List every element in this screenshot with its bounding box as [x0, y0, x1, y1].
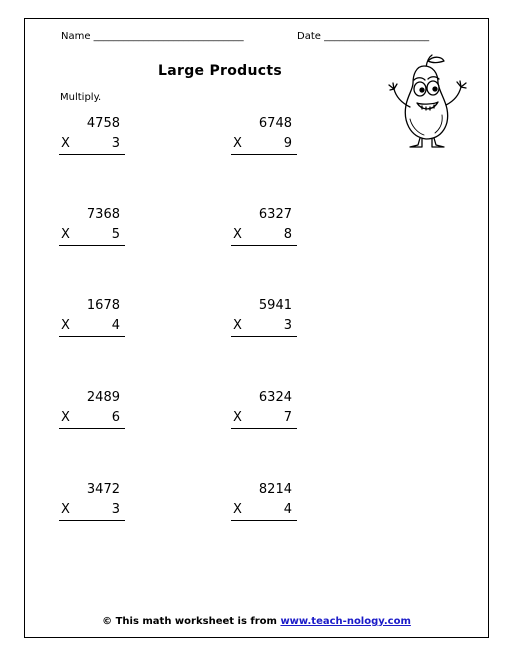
problem-bottom-row	[59, 134, 125, 155]
pear-mascot-icon	[380, 53, 472, 151]
problem-top-number: 7368	[86, 207, 120, 222]
problem-bottom-row	[59, 408, 125, 429]
times-operator: X	[61, 410, 70, 425]
problem-multiplier: 3	[111, 136, 120, 151]
problem-bottom-row	[231, 316, 297, 337]
page-title: Large Products	[158, 63, 282, 79]
problem-multiplier: 7	[283, 410, 292, 425]
problem-3	[59, 205, 125, 246]
problem-top-number: 4758	[86, 116, 120, 131]
problem-9	[59, 480, 125, 521]
problem-bottom-row	[231, 134, 297, 155]
problem-4	[231, 205, 297, 246]
times-operator: X	[233, 502, 242, 517]
times-operator: X	[233, 227, 242, 242]
problem-multiplier: 4	[283, 502, 292, 517]
footer-text: © This math worksheet is from	[102, 616, 281, 627]
problem-bottom-row	[59, 225, 125, 246]
problem-multiplier: 4	[111, 318, 120, 333]
footer-link[interactable]: www.teach-nology.com	[280, 616, 411, 627]
problem-top-number: 3472	[86, 482, 120, 497]
problem-multiplier: 8	[283, 227, 292, 242]
times-operator: X	[61, 227, 70, 242]
times-operator: X	[233, 318, 242, 333]
problem-bottom-row	[59, 500, 125, 521]
problem-top-number: 2489	[86, 390, 120, 405]
problem-1	[59, 114, 125, 155]
worksheet-page	[24, 18, 489, 638]
times-operator: X	[233, 136, 242, 151]
problem-10	[231, 480, 297, 521]
problem-multiplier: 6	[111, 410, 120, 425]
problem-multiplier: 5	[111, 227, 120, 242]
problem-multiplier: 3	[111, 502, 120, 517]
date-field-label: Date _____________________	[297, 31, 430, 42]
footer-credit	[25, 616, 488, 627]
times-operator: X	[61, 136, 70, 151]
times-operator: X	[61, 502, 70, 517]
problem-bottom-row	[231, 225, 297, 246]
times-operator: X	[233, 410, 242, 425]
problem-top-number: 6324	[258, 390, 292, 405]
problem-8	[231, 388, 297, 429]
problem-top-number: 6327	[258, 207, 292, 222]
problem-5	[59, 296, 125, 337]
problem-6	[231, 296, 297, 337]
problem-bottom-row	[231, 500, 297, 521]
problem-multiplier: 3	[283, 318, 292, 333]
problem-bottom-row	[231, 408, 297, 429]
instructions: Multiply.	[60, 92, 102, 103]
problem-bottom-row	[59, 316, 125, 337]
problem-7	[59, 388, 125, 429]
problem-2	[231, 114, 297, 155]
problem-top-number: 1678	[86, 298, 120, 313]
times-operator: X	[61, 318, 70, 333]
problem-top-number: 6748	[258, 116, 292, 131]
name-field-label: Name ______________________________	[61, 31, 244, 42]
problem-top-number: 8214	[258, 482, 292, 497]
problem-multiplier: 9	[283, 136, 292, 151]
problem-top-number: 5941	[258, 298, 292, 313]
